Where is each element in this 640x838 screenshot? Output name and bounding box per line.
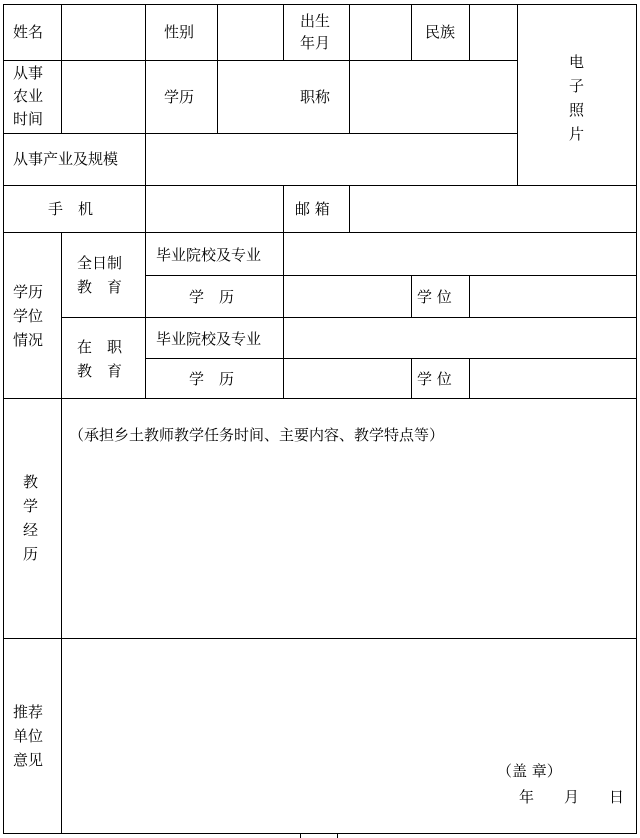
birth-label-line1: 出生 [300,12,331,30]
recommend-label-line2: 单位 [13,727,44,745]
rule-v-408b [411,275,412,318]
ethnicity-field[interactable] [470,5,517,60]
photo-label: 电子照片 [569,53,585,143]
gender-field[interactable] [218,5,283,60]
title-field[interactable] [350,61,517,133]
recommend-label-line3: 意见 [13,751,44,769]
parttime-label-line2: 教 育 [77,362,123,380]
farming-time-label-line3: 时间 [13,110,44,128]
name-label: 姓名 [13,23,44,41]
title-label: 职称 [300,88,331,106]
teaching-field[interactable] [62,448,636,638]
fulltime-degree-label: 学 位 [417,288,452,306]
date-label: 年 月 日 [519,788,625,806]
fulltime-degree-field[interactable] [470,276,636,317]
rule-v-408c [411,358,412,399]
name-field[interactable] [62,5,145,60]
fulltime-label-line1: 全日制 [77,254,123,272]
parttime-edu-label: 学 历 [189,370,235,388]
teaching-label: 教学经历 [23,473,39,563]
recommend-label-line1: 推荐 [13,703,44,721]
parttime-degree-label: 学 位 [417,370,452,388]
fulltime-label-line2: 教 育 [77,278,123,296]
industry-label: 从事产业及规模 [13,150,119,168]
fulltime-edu-label: 学 历 [189,288,235,306]
edu-section-label-line3: 情况 [13,331,44,349]
page-tail-mark [300,834,338,838]
parttime-edu-field[interactable] [284,359,411,398]
email-field[interactable] [350,186,636,232]
rule-v-280b [283,185,284,233]
education-label: 学历 [164,88,195,106]
edu-section-label-line1: 学历 [13,283,44,301]
border-right [636,4,637,834]
gender-label: 性别 [164,23,195,41]
rule-v-408 [411,4,412,61]
mobile-field[interactable] [146,186,283,232]
seal-label: （盖 章） [497,762,562,780]
farming-time-field[interactable] [62,61,145,133]
birth-label-line2: 年月 [300,34,331,52]
parttime-degree-field[interactable] [470,359,636,398]
fulltime-school-label: 毕业院校及专业 [156,246,262,264]
rule-row5 [3,398,637,399]
farming-time-label-line2: 农业 [13,87,44,105]
recommendation-field[interactable] [62,639,636,759]
teacher-application-form [3,4,637,834]
parttime-label-line1: 在 职 [77,338,123,356]
farming-time-label-line1: 从事 [13,64,44,82]
teaching-hint: （承担乡土教师教学任务时间、主要内容、教学特点等） [69,426,445,444]
fulltime-edu-field[interactable] [284,276,411,317]
industry-field[interactable] [146,134,517,185]
email-label: 邮 箱 [295,200,330,218]
fulltime-school-field[interactable] [284,233,636,275]
parttime-school-field[interactable] [284,318,636,358]
parttime-school-label: 毕业院校及专业 [156,330,262,348]
edu-section-label-line2: 学位 [13,307,44,325]
mobile-label: 手 机 [48,200,94,218]
border-left [3,4,4,834]
rule-v-280a [283,4,284,61]
ethnicity-label: 民族 [425,23,456,41]
birth-field[interactable] [350,5,411,60]
